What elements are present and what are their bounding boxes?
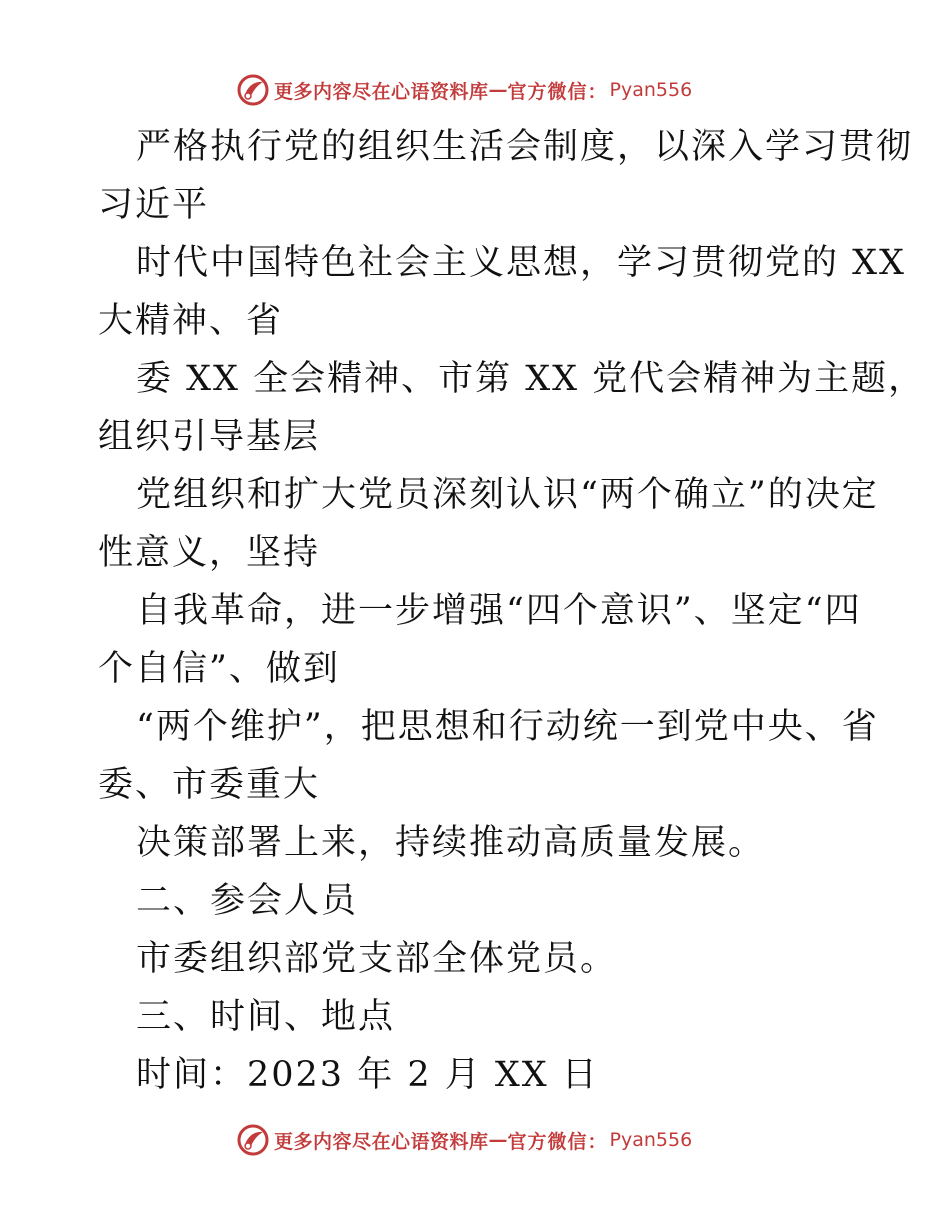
- paragraph-line: 二、参会人员: [136, 881, 359, 921]
- paragraph-line: 性意义，坚持: [98, 533, 321, 573]
- paragraph-line: “两个维护”，把思想和行动统一到党中央、省: [136, 707, 879, 747]
- paragraph-line: 市委组织部党支部全体党员。: [136, 939, 618, 979]
- footer-watermark: [236, 1123, 692, 1157]
- paragraph-line: 委 XX 全会精神、市第 XX 党代会精神为主题，: [136, 359, 926, 399]
- document-body: [98, 118, 926, 1104]
- watermark-site-text: 更多内容尽在心语资料库: [274, 80, 489, 103]
- paragraph-line: 时间：2023 年 2 月 XX 日: [136, 1055, 599, 1095]
- paragraph-line: 严格执行党的组织生活会制度，以深入学习贯彻: [136, 127, 914, 167]
- paragraph-line: 大精神、省: [98, 301, 284, 341]
- watermark-logo-icon: [236, 1123, 270, 1157]
- header-watermark: [236, 73, 692, 107]
- watermark-account: Pyan556: [609, 1129, 693, 1151]
- watermark-wechat-label: 官方微信：: [507, 80, 608, 103]
- paragraph-line: 党组织和扩大党员深刻认识“两个确立”的决定: [136, 475, 879, 515]
- watermark-wechat-label: 官方微信：: [507, 1130, 608, 1153]
- paragraph-line: 习近平: [98, 185, 210, 225]
- paragraph-line: 三、时间、地点: [136, 997, 396, 1037]
- paragraph-line: 组织引导基层: [98, 417, 321, 457]
- watermark-separator: —: [488, 79, 508, 101]
- watermark-logo-icon: [236, 73, 270, 107]
- watermark-site-text: 更多内容尽在心语资料库: [274, 1130, 489, 1153]
- paragraph-line: 决策部署上来，持续推动高质量发展。: [136, 823, 766, 863]
- paragraph-line: 自我革命，进一步增强“四个意识”、坚定“四: [136, 591, 862, 631]
- watermark-separator: —: [488, 1129, 508, 1151]
- paragraph-line: 个自信”、做到: [98, 649, 340, 689]
- watermark-account: Pyan556: [609, 79, 693, 101]
- paragraph-line: 委、市委重大: [98, 765, 321, 805]
- paragraph-line: 时代中国特色社会主义思想，学习贯彻党的 XX: [136, 243, 906, 283]
